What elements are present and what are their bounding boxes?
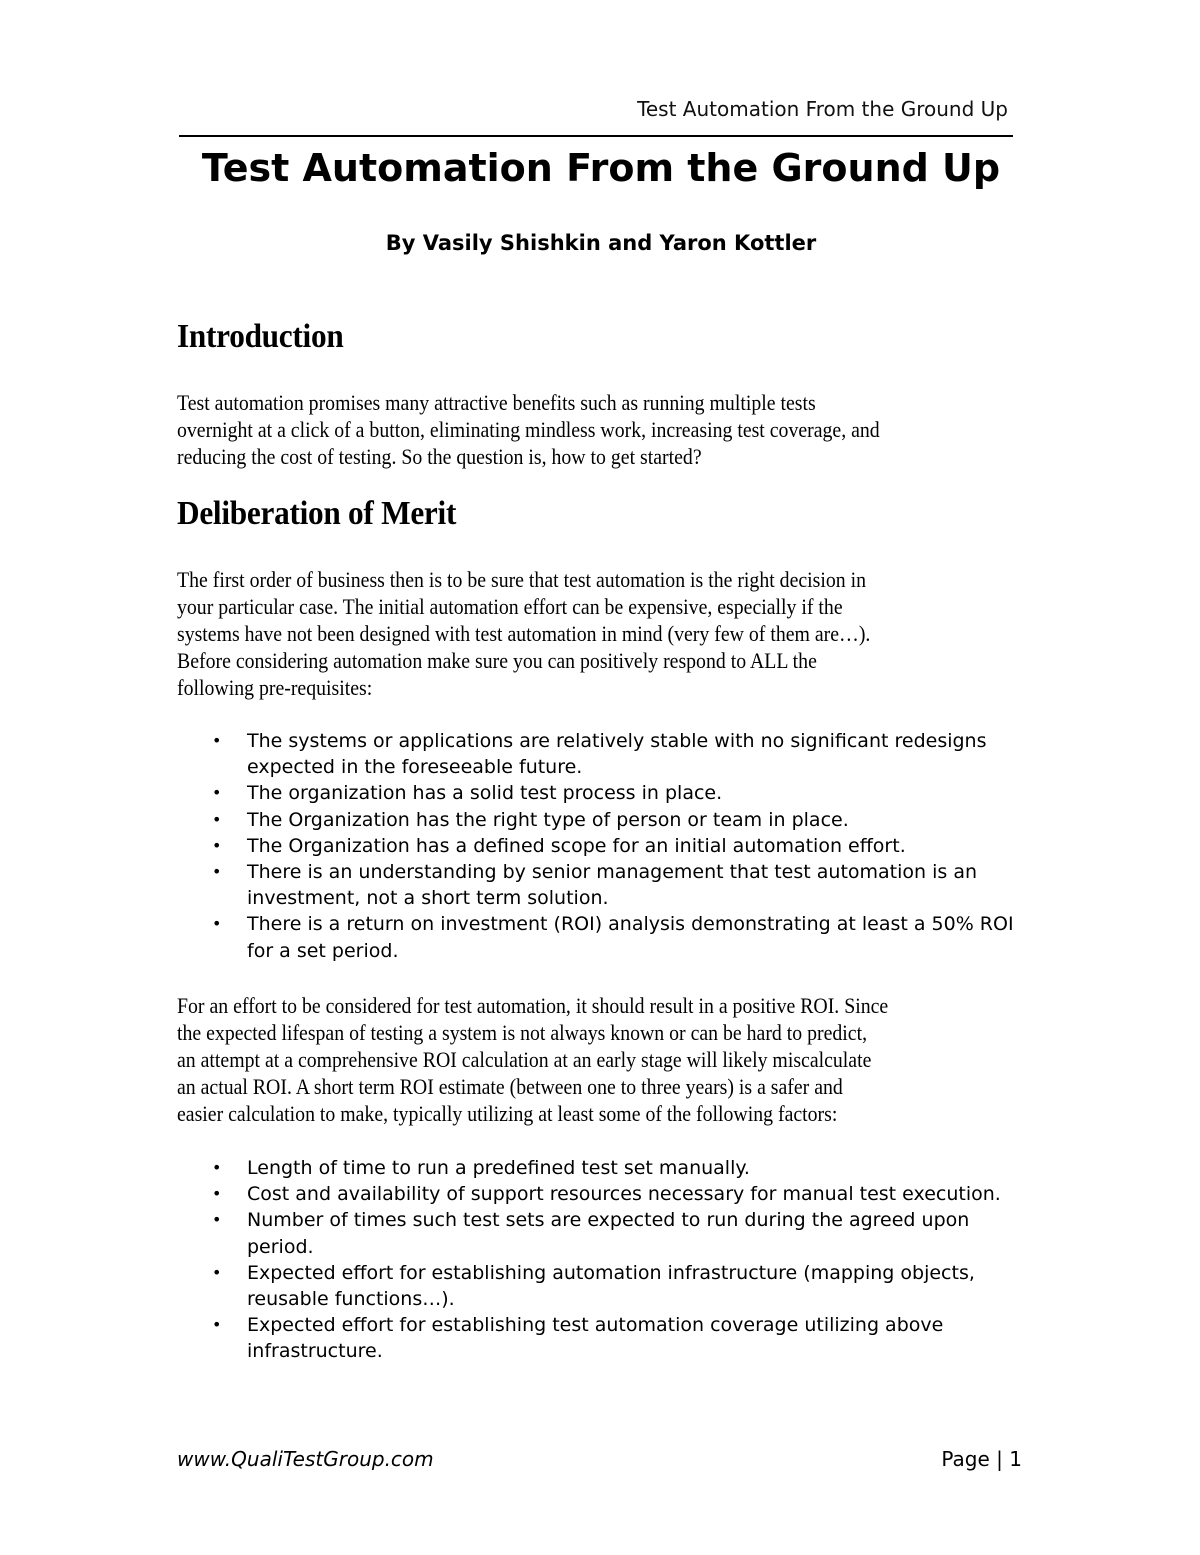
list-item-text: There is an understanding by senior management that test automation is an investment, not a short term solution. (247, 861, 978, 910)
introduction-paragraph (177, 389, 1023, 470)
list-item (212, 1155, 1032, 1181)
deliberation-paragraph-2 (177, 992, 1023, 1127)
list-item (212, 780, 1032, 806)
header-divider (179, 135, 1013, 137)
paragraph-line: For an effort to be considered for test automation, it should result in a positive ROI. Since (177, 993, 889, 1018)
list-item-text: Cost and availability of support resources necessary for manual test execution. (247, 1183, 1001, 1206)
list-item (212, 833, 1032, 859)
bullet-icon: • (212, 731, 222, 750)
author-byline: By Vasily Shishkin and Yaron Kottler (385, 231, 817, 255)
bullet-icon: • (212, 1315, 222, 1335)
paragraph-line: overnight at a click of a button, eliminating mindless work, increasing test coverage, and (177, 417, 880, 442)
paragraph-line: following pre-requisites: (177, 675, 373, 700)
paragraph-line: an actual ROI. A short term ROI estimate (between one to three years) is a safer and (177, 1074, 843, 1099)
bullet-icon: • (212, 783, 222, 803)
list-item-text: Expected effort for establishing automation infrastructure (mapping objects, reusable functions…). (247, 1261, 975, 1311)
paragraph-line: Test automation promises many attractive benefits such as running multiple tests (177, 390, 816, 415)
list-item-text: Number of times such test sets are expected to run during the agreed upon period. (247, 1209, 970, 1258)
list-item (212, 807, 1032, 833)
page-number: Page | 1 (941, 1447, 1022, 1471)
paragraph-line: the expected lifespan of testing a system is not always known or can be hard to predict, (177, 1020, 868, 1045)
list-item (212, 1207, 1032, 1259)
list-item (212, 911, 1032, 963)
list-item-text: Length of time to run a predefined test set manually. (247, 1157, 750, 1179)
bullet-icon: • (212, 914, 222, 934)
list-item (212, 859, 1032, 911)
paragraph-line: easier calculation to make, typically utilizing at least some of the following factors: (177, 1101, 838, 1126)
list-item (212, 1312, 1032, 1364)
paragraph-line: an attempt at a comprehensive ROI calculation at an early stage will likely miscalculate (177, 1047, 872, 1072)
list-item-text: The systems or applications are relatively stable with no significant redesigns expected in the foreseeable future. (247, 730, 987, 779)
list-item-text: The Organization has the right type of person or team in place. (247, 808, 849, 831)
bullet-icon: • (212, 1262, 222, 1282)
document-title: Test Automation From the Ground Up (201, 146, 1001, 190)
paragraph-line: reducing the cost of testing. So the question is, how to get started? (177, 444, 702, 469)
list-item (212, 1181, 1032, 1207)
running-header: Test Automation From the Ground Up (637, 97, 1008, 121)
list-item (212, 728, 1032, 780)
paragraph-line: Before considering automation make sure you can positively respond to ALL the (177, 648, 817, 673)
bullet-icon: • (212, 862, 222, 882)
bullet-icon: • (212, 1210, 222, 1230)
footer-website-link[interactable]: www.QualiTestGroup.com (177, 1447, 434, 1471)
bullet-icon: • (212, 1184, 222, 1204)
list-item-text: There is a return on investment (ROI) analysis demonstrating at least a 50% ROI for a set period. (247, 913, 1014, 962)
introduction-heading: Introduction (177, 318, 344, 355)
paragraph-line: your particular case. The initial automation effort can be expensive, especially if the (177, 594, 843, 619)
deliberation-heading: Deliberation of Merit (177, 495, 457, 532)
paragraph-line: The first order of business then is to be sure that test automation is the right decision in (177, 567, 867, 592)
prerequisites-list (212, 728, 1032, 964)
paragraph-line: systems have not been designed with test automation in mind (very few of them are…). (177, 621, 871, 646)
bullet-icon: • (212, 835, 222, 855)
deliberation-paragraph-1 (177, 566, 1023, 701)
list-item-text: Expected effort for establishing test automation coverage utilizing above infrastructure. (247, 1314, 944, 1363)
bullet-icon: • (212, 1158, 222, 1177)
list-item-text: The organization has a solid test process in place. (247, 782, 723, 805)
list-item (212, 1260, 1032, 1312)
bullet-icon: • (212, 809, 222, 829)
list-item-text: The Organization has a defined scope for an initial automation effort. (247, 834, 906, 857)
roi-factors-list (212, 1155, 1032, 1365)
